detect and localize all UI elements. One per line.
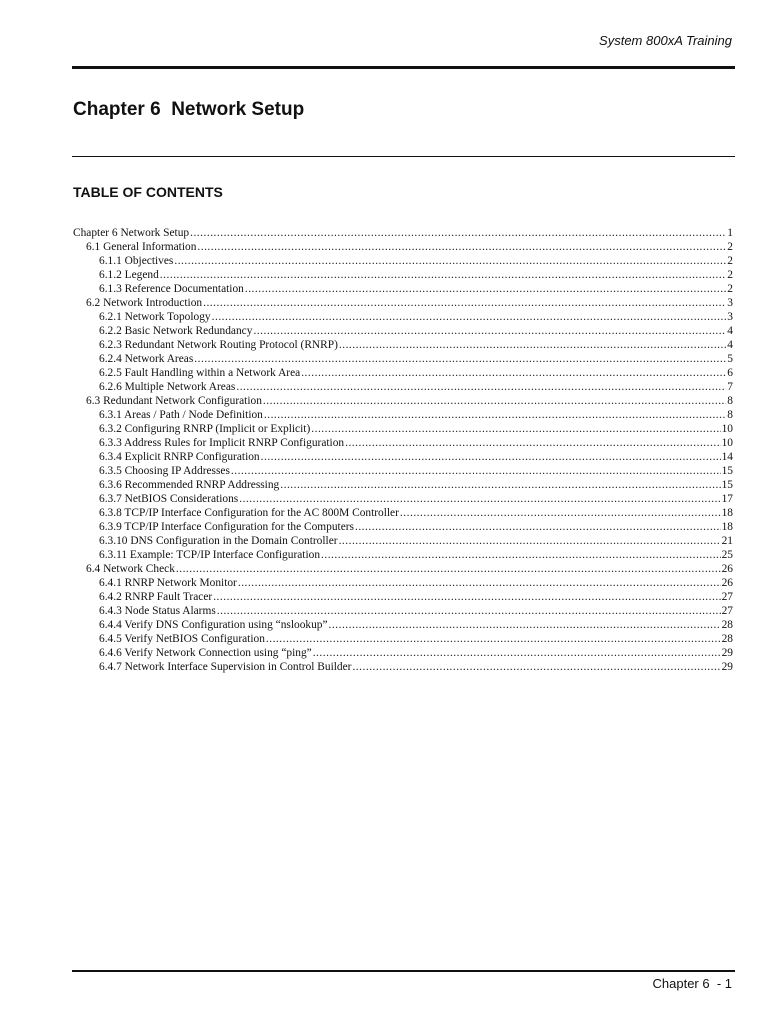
toc-leader-dots bbox=[400, 506, 721, 520]
toc-entry-page: 4 bbox=[727, 325, 733, 337]
toc-entry-label: 6.3.4 Explicit RNRP Configuration bbox=[99, 451, 260, 463]
toc-entry[interactable] bbox=[73, 590, 733, 604]
toc-entry[interactable] bbox=[73, 548, 733, 562]
toc-entry-label: 6.3.5 Choosing IP Addresses bbox=[99, 465, 230, 477]
toc-entry-page: 10 bbox=[721, 437, 733, 449]
toc-entry-page: 15 bbox=[721, 465, 733, 477]
toc-entry-page: 14 bbox=[721, 451, 733, 463]
toc-entry-label: 6.1 General Information bbox=[86, 241, 197, 253]
toc-leader-dots bbox=[190, 226, 726, 240]
toc-entry-label: 6.2.4 Network Areas bbox=[99, 353, 194, 365]
toc-entry-label: 6.3.6 Recommended RNRP Addressing bbox=[99, 479, 280, 491]
toc-entry[interactable] bbox=[73, 506, 733, 520]
toc-entry-page: 15 bbox=[721, 479, 733, 491]
toc-entry[interactable] bbox=[73, 226, 733, 240]
toc-entry[interactable] bbox=[73, 520, 733, 534]
toc-entry-page: 2 bbox=[727, 269, 733, 281]
toc-leader-dots bbox=[311, 422, 720, 436]
toc-entry[interactable] bbox=[73, 450, 733, 464]
toc-entry-label: 6.4.2 RNRP Fault Tracer bbox=[99, 591, 213, 603]
toc-entry-page: 18 bbox=[721, 521, 733, 533]
toc-entry[interactable] bbox=[73, 394, 733, 408]
toc-entry-page: 17 bbox=[721, 493, 733, 505]
toc-entry[interactable] bbox=[73, 478, 733, 492]
toc-entry[interactable] bbox=[73, 282, 733, 296]
toc-entry-page: 7 bbox=[727, 381, 733, 393]
toc-leader-dots bbox=[263, 394, 726, 408]
toc-entry-label: 6.3.10 DNS Configuration in the Domain Controller bbox=[99, 535, 338, 547]
toc-heading: TABLE OF CONTENTS bbox=[73, 184, 223, 200]
toc-entry-label: Chapter 6 Network Setup bbox=[73, 227, 190, 239]
toc-leader-dots bbox=[239, 492, 720, 506]
toc-entry-label: 6.2.1 Network Topology bbox=[99, 311, 211, 323]
toc-entry-label: 6.2.3 Redundant Network Routing Protocol (RNRP) bbox=[99, 339, 338, 351]
toc-entry-label: 6.3.3 Address Rules for Implicit RNRP Configuration bbox=[99, 437, 345, 449]
toc-entry-label: 6.2.2 Basic Network Redundancy bbox=[99, 325, 253, 337]
toc-entry-label: 6.1.1 Objectives bbox=[99, 255, 174, 267]
toc-entry-label: 6.3 Redundant Network Configuration bbox=[86, 395, 262, 407]
toc-entry[interactable] bbox=[73, 562, 733, 576]
toc-entry-page: 1 bbox=[727, 227, 733, 239]
toc-entry[interactable] bbox=[73, 254, 733, 268]
toc-leader-dots bbox=[355, 520, 721, 534]
toc-entry-label: 6.4.6 Verify Network Connection using “ping” bbox=[99, 647, 312, 659]
toc-leader-dots bbox=[217, 604, 721, 618]
toc-leader-dots bbox=[339, 338, 726, 352]
toc-leader-dots bbox=[313, 646, 721, 660]
toc-entry-page: 25 bbox=[721, 549, 733, 561]
toc-entry[interactable] bbox=[73, 464, 733, 478]
toc-entry[interactable] bbox=[73, 492, 733, 506]
toc-entry-label: 6.3.7 NetBIOS Considerations bbox=[99, 493, 239, 505]
toc-leader-dots bbox=[266, 632, 721, 646]
chapter-title: Chapter 6 Network Setup bbox=[73, 99, 305, 120]
toc-entry-page: 10 bbox=[721, 423, 733, 435]
toc-list bbox=[73, 226, 733, 674]
toc-entry[interactable] bbox=[73, 338, 733, 352]
toc-entry-label: 6.3.1 Areas / Path / Node Definition bbox=[99, 409, 263, 421]
toc-entry[interactable] bbox=[73, 296, 733, 310]
toc-entry-label: 6.4.5 Verify NetBIOS Configuration bbox=[99, 633, 265, 645]
toc-leader-dots bbox=[264, 408, 726, 422]
toc-entry[interactable] bbox=[73, 576, 733, 590]
toc-entry-label: 6.2 Network Introduction bbox=[86, 297, 203, 309]
toc-entry-page: 5 bbox=[727, 353, 733, 365]
toc-entry-page: 3 bbox=[727, 311, 733, 323]
toc-entry-page: 6 bbox=[727, 367, 733, 379]
page-footer: Chapter 6 - 1 bbox=[652, 976, 732, 991]
toc-entry-label: 6.4.4 Verify DNS Configuration using “nslookup” bbox=[99, 619, 328, 631]
toc-leader-dots bbox=[174, 254, 726, 268]
toc-entry-label: 6.3.11 Example: TCP/IP Interface Configuration bbox=[99, 549, 321, 561]
title-rule bbox=[72, 156, 735, 157]
toc-entry[interactable] bbox=[73, 534, 733, 548]
toc-leader-dots bbox=[194, 352, 726, 366]
toc-leader-dots bbox=[236, 380, 726, 394]
toc-leader-dots bbox=[231, 464, 721, 478]
toc-entry[interactable] bbox=[73, 366, 733, 380]
toc-entry-page: 2 bbox=[727, 241, 733, 253]
toc-entry-page: 27 bbox=[721, 605, 733, 617]
toc-entry-label: 6.3.8 TCP/IP Interface Configuration for the AC 800M Controller bbox=[99, 507, 399, 519]
toc-entry-page: 4 bbox=[727, 339, 733, 351]
toc-entry-page: 3 bbox=[727, 297, 733, 309]
toc-entry-page: 8 bbox=[727, 395, 733, 407]
toc-entry-page: 29 bbox=[721, 661, 733, 673]
toc-entry-page: 28 bbox=[721, 633, 733, 645]
toc-entry-label: 6.4 Network Check bbox=[86, 563, 175, 575]
toc-entry-page: 26 bbox=[721, 563, 733, 575]
toc-entry-label: 6.1.2 Legend bbox=[99, 269, 159, 281]
toc-leader-dots bbox=[197, 240, 726, 254]
toc-leader-dots bbox=[261, 450, 721, 464]
toc-entry[interactable] bbox=[73, 408, 733, 422]
toc-leader-dots bbox=[301, 366, 726, 380]
toc-entry[interactable] bbox=[73, 324, 733, 338]
toc-entry-page: 28 bbox=[721, 619, 733, 631]
toc-leader-dots bbox=[321, 548, 721, 562]
toc-entry-label: 6.2.5 Fault Handling within a Network Area bbox=[99, 367, 301, 379]
toc-entry-label: 6.2.6 Multiple Network Areas bbox=[99, 381, 236, 393]
toc-entry-label: 6.4.1 RNRP Network Monitor bbox=[99, 577, 237, 589]
toc-entry-label: 6.3.9 TCP/IP Interface Configuration for the Computers bbox=[99, 521, 354, 533]
toc-entry[interactable] bbox=[73, 240, 733, 254]
toc-entry-page: 26 bbox=[721, 577, 733, 589]
toc-leader-dots bbox=[345, 436, 721, 450]
toc-leader-dots bbox=[245, 282, 726, 296]
toc-entry[interactable] bbox=[73, 352, 733, 366]
toc-entry-label: 6.4.7 Network Interface Supervision in Control Builder bbox=[99, 661, 352, 673]
toc-entry[interactable] bbox=[73, 422, 733, 436]
toc-leader-dots bbox=[160, 268, 727, 282]
toc-entry[interactable] bbox=[73, 632, 733, 646]
toc-entry-page: 8 bbox=[727, 409, 733, 421]
toc-entry[interactable] bbox=[73, 380, 733, 394]
header-rule bbox=[72, 66, 735, 69]
toc-entry-page: 18 bbox=[721, 507, 733, 519]
toc-entry-page: 27 bbox=[721, 591, 733, 603]
toc-entry[interactable] bbox=[73, 618, 733, 632]
page-header-title: System 800xA Training bbox=[599, 33, 732, 48]
toc-entry[interactable] bbox=[73, 660, 733, 674]
toc-entry-label: 6.3.2 Configuring RNRP (Implicit or Explicit) bbox=[99, 423, 311, 435]
toc-entry-label: 6.4.3 Node Status Alarms bbox=[99, 605, 216, 617]
toc-entry[interactable] bbox=[73, 310, 733, 324]
toc-entry-page: 2 bbox=[727, 255, 733, 267]
toc-leader-dots bbox=[280, 478, 720, 492]
toc-entry[interactable] bbox=[73, 268, 733, 282]
toc-leader-dots bbox=[203, 296, 726, 310]
toc-entry-page: 21 bbox=[721, 535, 733, 547]
toc-leader-dots bbox=[253, 324, 726, 338]
toc-leader-dots bbox=[238, 576, 721, 590]
toc-leader-dots bbox=[339, 534, 721, 548]
toc-leader-dots bbox=[176, 562, 721, 576]
toc-leader-dots bbox=[213, 590, 720, 604]
toc-leader-dots bbox=[329, 618, 721, 632]
toc-leader-dots bbox=[212, 310, 727, 324]
toc-entry-page: 2 bbox=[727, 283, 733, 295]
toc-entry[interactable] bbox=[73, 436, 733, 450]
toc-entry[interactable] bbox=[73, 646, 733, 660]
toc-entry[interactable] bbox=[73, 604, 733, 618]
toc-entry-page: 29 bbox=[721, 647, 733, 659]
toc-entry-label: 6.1.3 Reference Documentation bbox=[99, 283, 244, 295]
footer-rule bbox=[72, 970, 735, 972]
toc-leader-dots bbox=[352, 660, 720, 674]
